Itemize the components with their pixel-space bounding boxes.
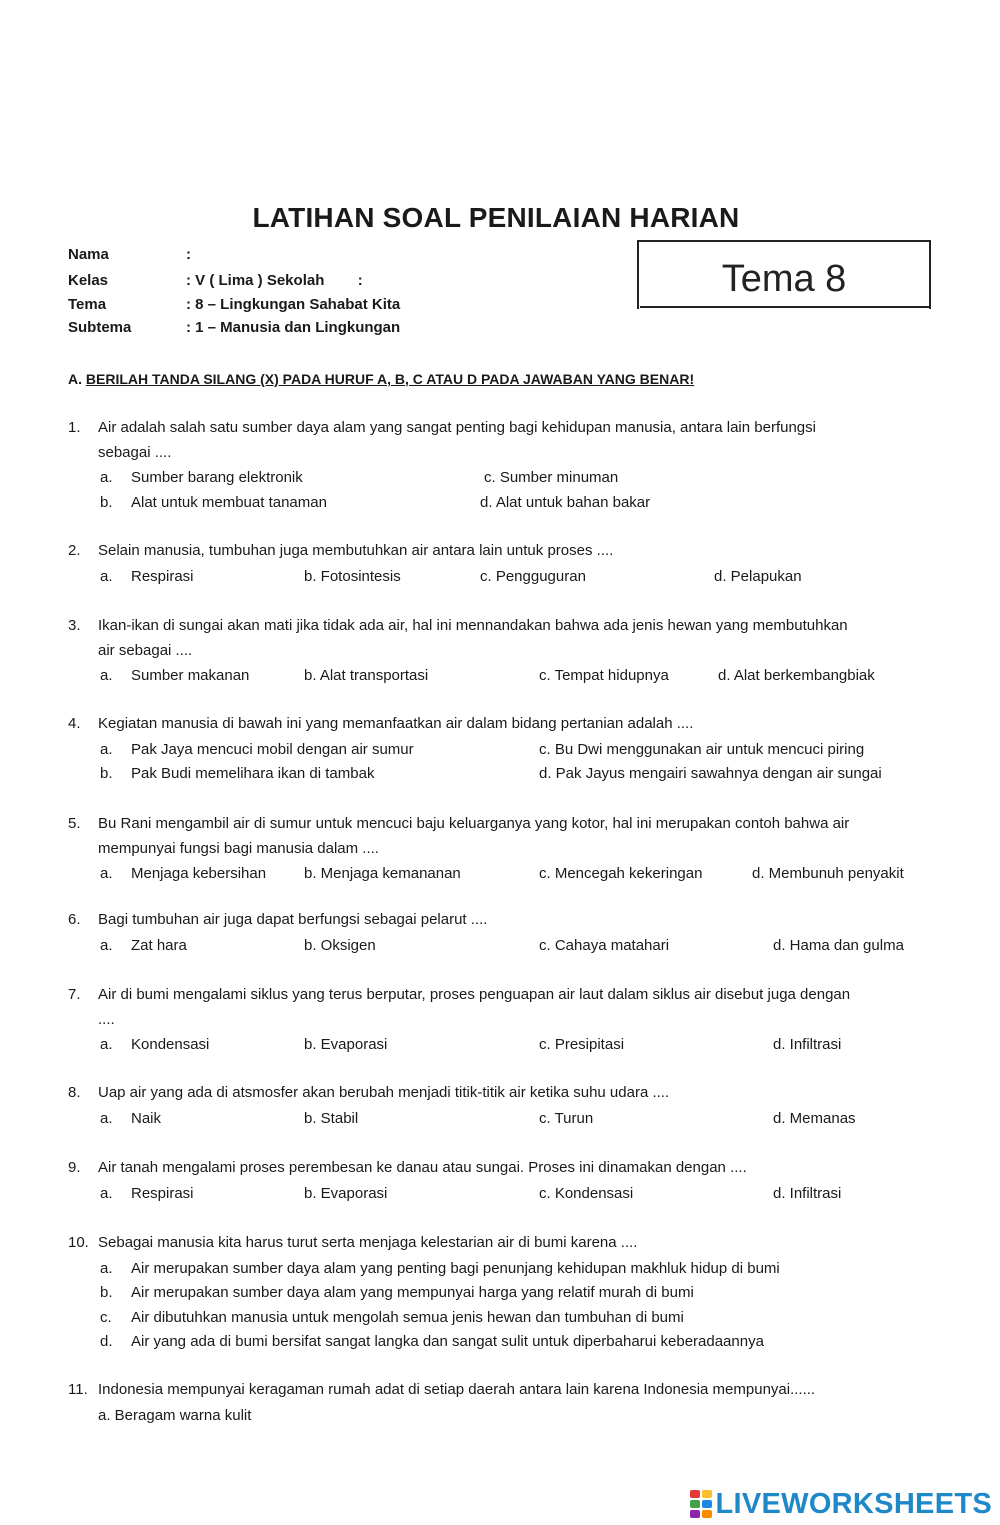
question-text: Air adalah salah satu sumber daya alam yang sangat penting bagi kehidupan manusia, antara lain berfungsi [98,419,816,436]
option-letter: a. [100,740,113,758]
option-letter: c. [100,1308,112,1326]
logo-square [702,1490,712,1498]
logo-square [690,1500,700,1508]
nama-value: : [186,246,191,263]
liveworksheets-logo [690,1486,993,1522]
answer-option: c. Presipitasi [539,1036,625,1053]
section-a-instruction [68,371,694,387]
option-letter: b. [100,765,113,782]
answer-option: c. Tempat hidupnya [539,667,669,684]
question-text: air sebagai .... [98,641,193,659]
question-text: Air tanah mengalami proses perembesan ke danau atau sungai. Proses ini dinamakan dengan .... [98,1159,747,1176]
logo-square [690,1490,700,1498]
answer-option: Air merupakan sumber daya alam yang mempunyai harga yang relatif murah di bumi [131,1284,694,1301]
answer-option: Respirasi [131,1184,194,1202]
answer-option: Alat untuk membuat tanaman [131,493,327,511]
question-text: Sebagai manusia kita harus turut serta menjaga kelestarian air di bumi karena .... [98,1234,638,1251]
answer-option: Air merupakan sumber daya alam yang penting bagi penunjang kehidupan makhluk hidup di bumi [131,1259,780,1277]
question-text: Kegiatan manusia di bawah ini yang memanfaatkan air dalam bidang pertanian adalah .... [98,715,694,732]
question-text: Uap air yang ada di atsmosfer akan berubah menjadi titik-titik air ketika suhu udara .... [98,1084,670,1101]
answer-option: c. Mencegah kekeringan [539,865,703,882]
logo-square [702,1510,712,1518]
answer-option: Pak Budi memelihara ikan di tambak [131,765,375,782]
answer-option: c. Sumber minuman [484,469,619,486]
answer-option: d. Infiltrasi [773,1036,842,1053]
answer-option: d. Hama dan gulma [773,936,904,954]
answer-option: b. Evaporasi [304,1036,388,1053]
answer-option: b. Oksigen [304,936,376,954]
answer-option: Menjaga kebersihan [131,865,267,882]
option-letter: a. [100,1184,113,1202]
option-letter: a. [100,1036,113,1053]
question-number: 4. [68,715,81,732]
answer-option: d. Alat berkembangbiak [718,667,875,684]
question-number: 8. [68,1084,81,1101]
question-number: 1. [68,419,81,436]
answer-option: Respirasi [131,567,194,585]
answer-option: c. Bu Dwi menggunakan air untuk mencuci piring [539,740,865,758]
question-text: Indonesia mempunyai keragaman rumah adat di setiap daerah antara lain karena Indonesia mempunyai...... [98,1381,816,1398]
answer-option: b. Evaporasi [304,1184,388,1202]
logo-square [702,1500,712,1508]
answer-option: d. Membunuh penyakit [752,865,904,882]
question-number: 3. [68,617,81,634]
question-number: 7. [68,986,81,1003]
tema-label: Tema [68,296,107,313]
answer-option: d. Memanas [773,1109,856,1127]
section-a-text: BERILAH TANDA SILANG (X) PADA HURUF A, B, C ATAU D PADA JAWABAN YANG BENAR! [85,371,695,387]
answer-option: c. Kondensasi [539,1184,634,1202]
option-letter: a. [100,936,113,954]
option-letter: b. [100,493,113,511]
question-number: 11. [68,1381,88,1398]
answer-option: d. Infiltrasi [773,1184,842,1202]
option-letter: a. [100,567,113,585]
question-number: 5. [68,815,81,832]
question-number: 2. [68,542,81,559]
liveworksheets-logo-text: LIVEWORKSHEETS [715,1487,992,1520]
answer-option: c. Cahaya matahari [539,936,670,954]
question-text: Ikan-ikan di sungai akan mati jika tidak ada air, hal ini mennandakan bahwa ada jenis hewan yang membutuhkan [98,617,848,634]
answer-option: Naik [131,1109,162,1127]
question-text: mempunyai fungsi bagi manusia dalam .... [98,839,379,857]
answer-option: b. Stabil [304,1109,359,1127]
kelas-label: Kelas [68,272,109,289]
subtema-value: : 1 – Manusia dan Lingkungan [186,319,401,336]
question-number: 6. [68,911,81,928]
liveworksheets-logo-icon [690,1490,712,1518]
answer-option: Zat hara [131,936,187,954]
option-letter: a. [100,1109,113,1127]
nama-label: Nama [68,246,109,263]
answer-option: Air yang ada di bumi bersifat sangat langka dan sangat sulit untuk diperbaharui keberadaannya [131,1333,764,1350]
answer-option: b. Menjaga kemananan [304,865,461,882]
question-text: Bu Rani mengambil air di sumur untuk mencuci baju keluarganya yang kotor, hal ini merupakan contoh bahwa air [98,815,850,832]
section-a-prefix: A. [68,371,82,387]
tema-value: : 8 – Lingkungan Sahabat Kita [186,296,401,313]
answer-option: c. Turun [539,1109,594,1127]
answer-option: a. Beragam warna kulit [98,1406,252,1424]
kelas-value: : V ( Lima ) Sekolah : [186,272,363,289]
option-letter: b. [100,1284,113,1301]
question-text: sebagai .... [98,443,172,461]
subtema-label: Subtema [68,319,132,336]
question-number: 10. [68,1234,89,1251]
page-title: LATIHAN SOAL PENILAIAN HARIAN [252,202,740,233]
question-number: 9. [68,1159,81,1176]
answer-option: Kondensasi [131,1036,210,1053]
answer-option: b. Fotosintesis [304,567,401,585]
answer-option: c. Pengguguran [480,567,586,585]
logo-square [690,1510,700,1518]
question-text: Air di bumi mengalami siklus yang terus berputar, proses penguapan air laut dalam siklus air disebut juga dengan [98,986,851,1003]
tema-box-label: Tema 8 [721,258,847,300]
question-text: .... [98,1010,115,1028]
question-text: Selain manusia, tumbuhan juga membutuhkan air antara lain untuk proses .... [98,542,614,559]
answer-option: Sumber makanan [131,667,250,684]
option-letter: a. [100,1259,113,1277]
answer-option: d. Pak Jayus mengairi sawahnya dengan air sungai [539,765,882,782]
option-letter: a. [100,865,113,882]
answer-option: Sumber barang elektronik [131,469,303,486]
question-text: Bagi tumbuhan air juga dapat berfungsi sebagai pelarut .... [98,911,488,928]
answer-option: d. Pelapukan [714,567,802,585]
answer-option: Pak Jaya mencuci mobil dengan air sumur [131,740,414,758]
option-letter: a. [100,469,113,486]
answer-option: b. Alat transportasi [304,667,429,684]
option-letter: d. [100,1333,113,1350]
option-letter: a. [100,667,113,684]
answer-option: d. Alat untuk bahan bakar [480,493,651,511]
answer-option: Air dibutuhkan manusia untuk mengolah semua jenis hewan dan tumbuhan di bumi [131,1308,684,1326]
tema-box-underline [640,306,929,308]
